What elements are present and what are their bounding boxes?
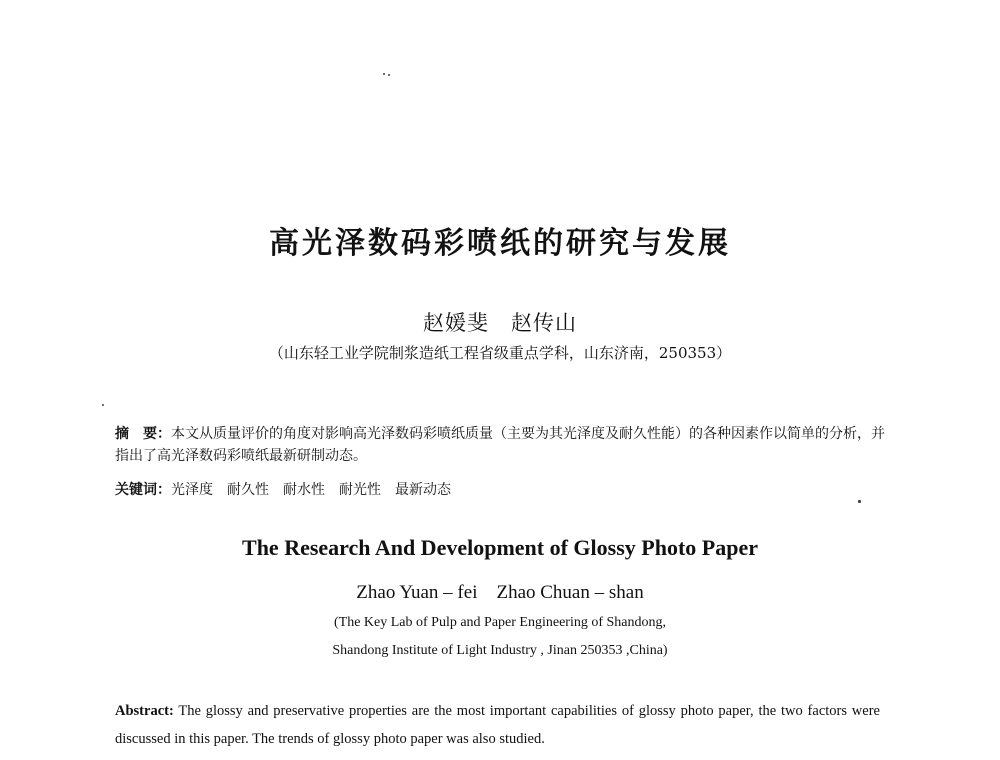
abstract-cn-text: 本文从质量评价的角度对影响高光泽数码彩喷纸质量（主要为其光泽度及耐久性能）的各种因素作以简单的分析，并指出了高光泽数码彩喷纸最新研制动态。 xyxy=(115,426,885,464)
scan-speck xyxy=(388,74,390,76)
keywords-cn-label: 关键词： xyxy=(115,482,171,498)
abstract-cn-label: 摘 要： xyxy=(115,426,171,442)
abstract-cn xyxy=(115,423,885,467)
affiliation-en-line-1: (The Key Lab of Pulp and Paper Engineering of Shandong, xyxy=(333,615,667,630)
affiliation-cn: （山东轻工业学院制浆造纸工程省级重点学科，山东济南，250353） xyxy=(268,344,732,362)
abstract-en-text: The glossy and preservative properties are the most important capabilities of glossy photo paper, the two factors were discussed in this paper. The trends of glossy photo paper was also studied. xyxy=(115,703,880,747)
authors-cn: 赵媛斐 赵传山 xyxy=(423,311,577,335)
abstract-en-label: Abstract: xyxy=(115,703,174,719)
paper-title-en: The Research And Development of Glossy Photo Paper xyxy=(242,535,758,560)
keywords-cn-text: 光泽度 耐久性 耐水性 耐光性 最新动态 xyxy=(171,482,451,498)
scan-speck xyxy=(102,404,104,406)
paper-title-cn: 高光泽数码彩喷纸的研究与发展 xyxy=(269,226,731,261)
abstract-en xyxy=(115,697,880,753)
authors-en: Zhao Yuan – fei Zhao Chuan – shan xyxy=(356,582,644,603)
scan-speck xyxy=(383,73,385,75)
affiliation-en-line-2: Shandong Institute of Light Industry , Jinan 250353 ,China) xyxy=(332,643,668,658)
keywords-cn xyxy=(115,479,885,501)
